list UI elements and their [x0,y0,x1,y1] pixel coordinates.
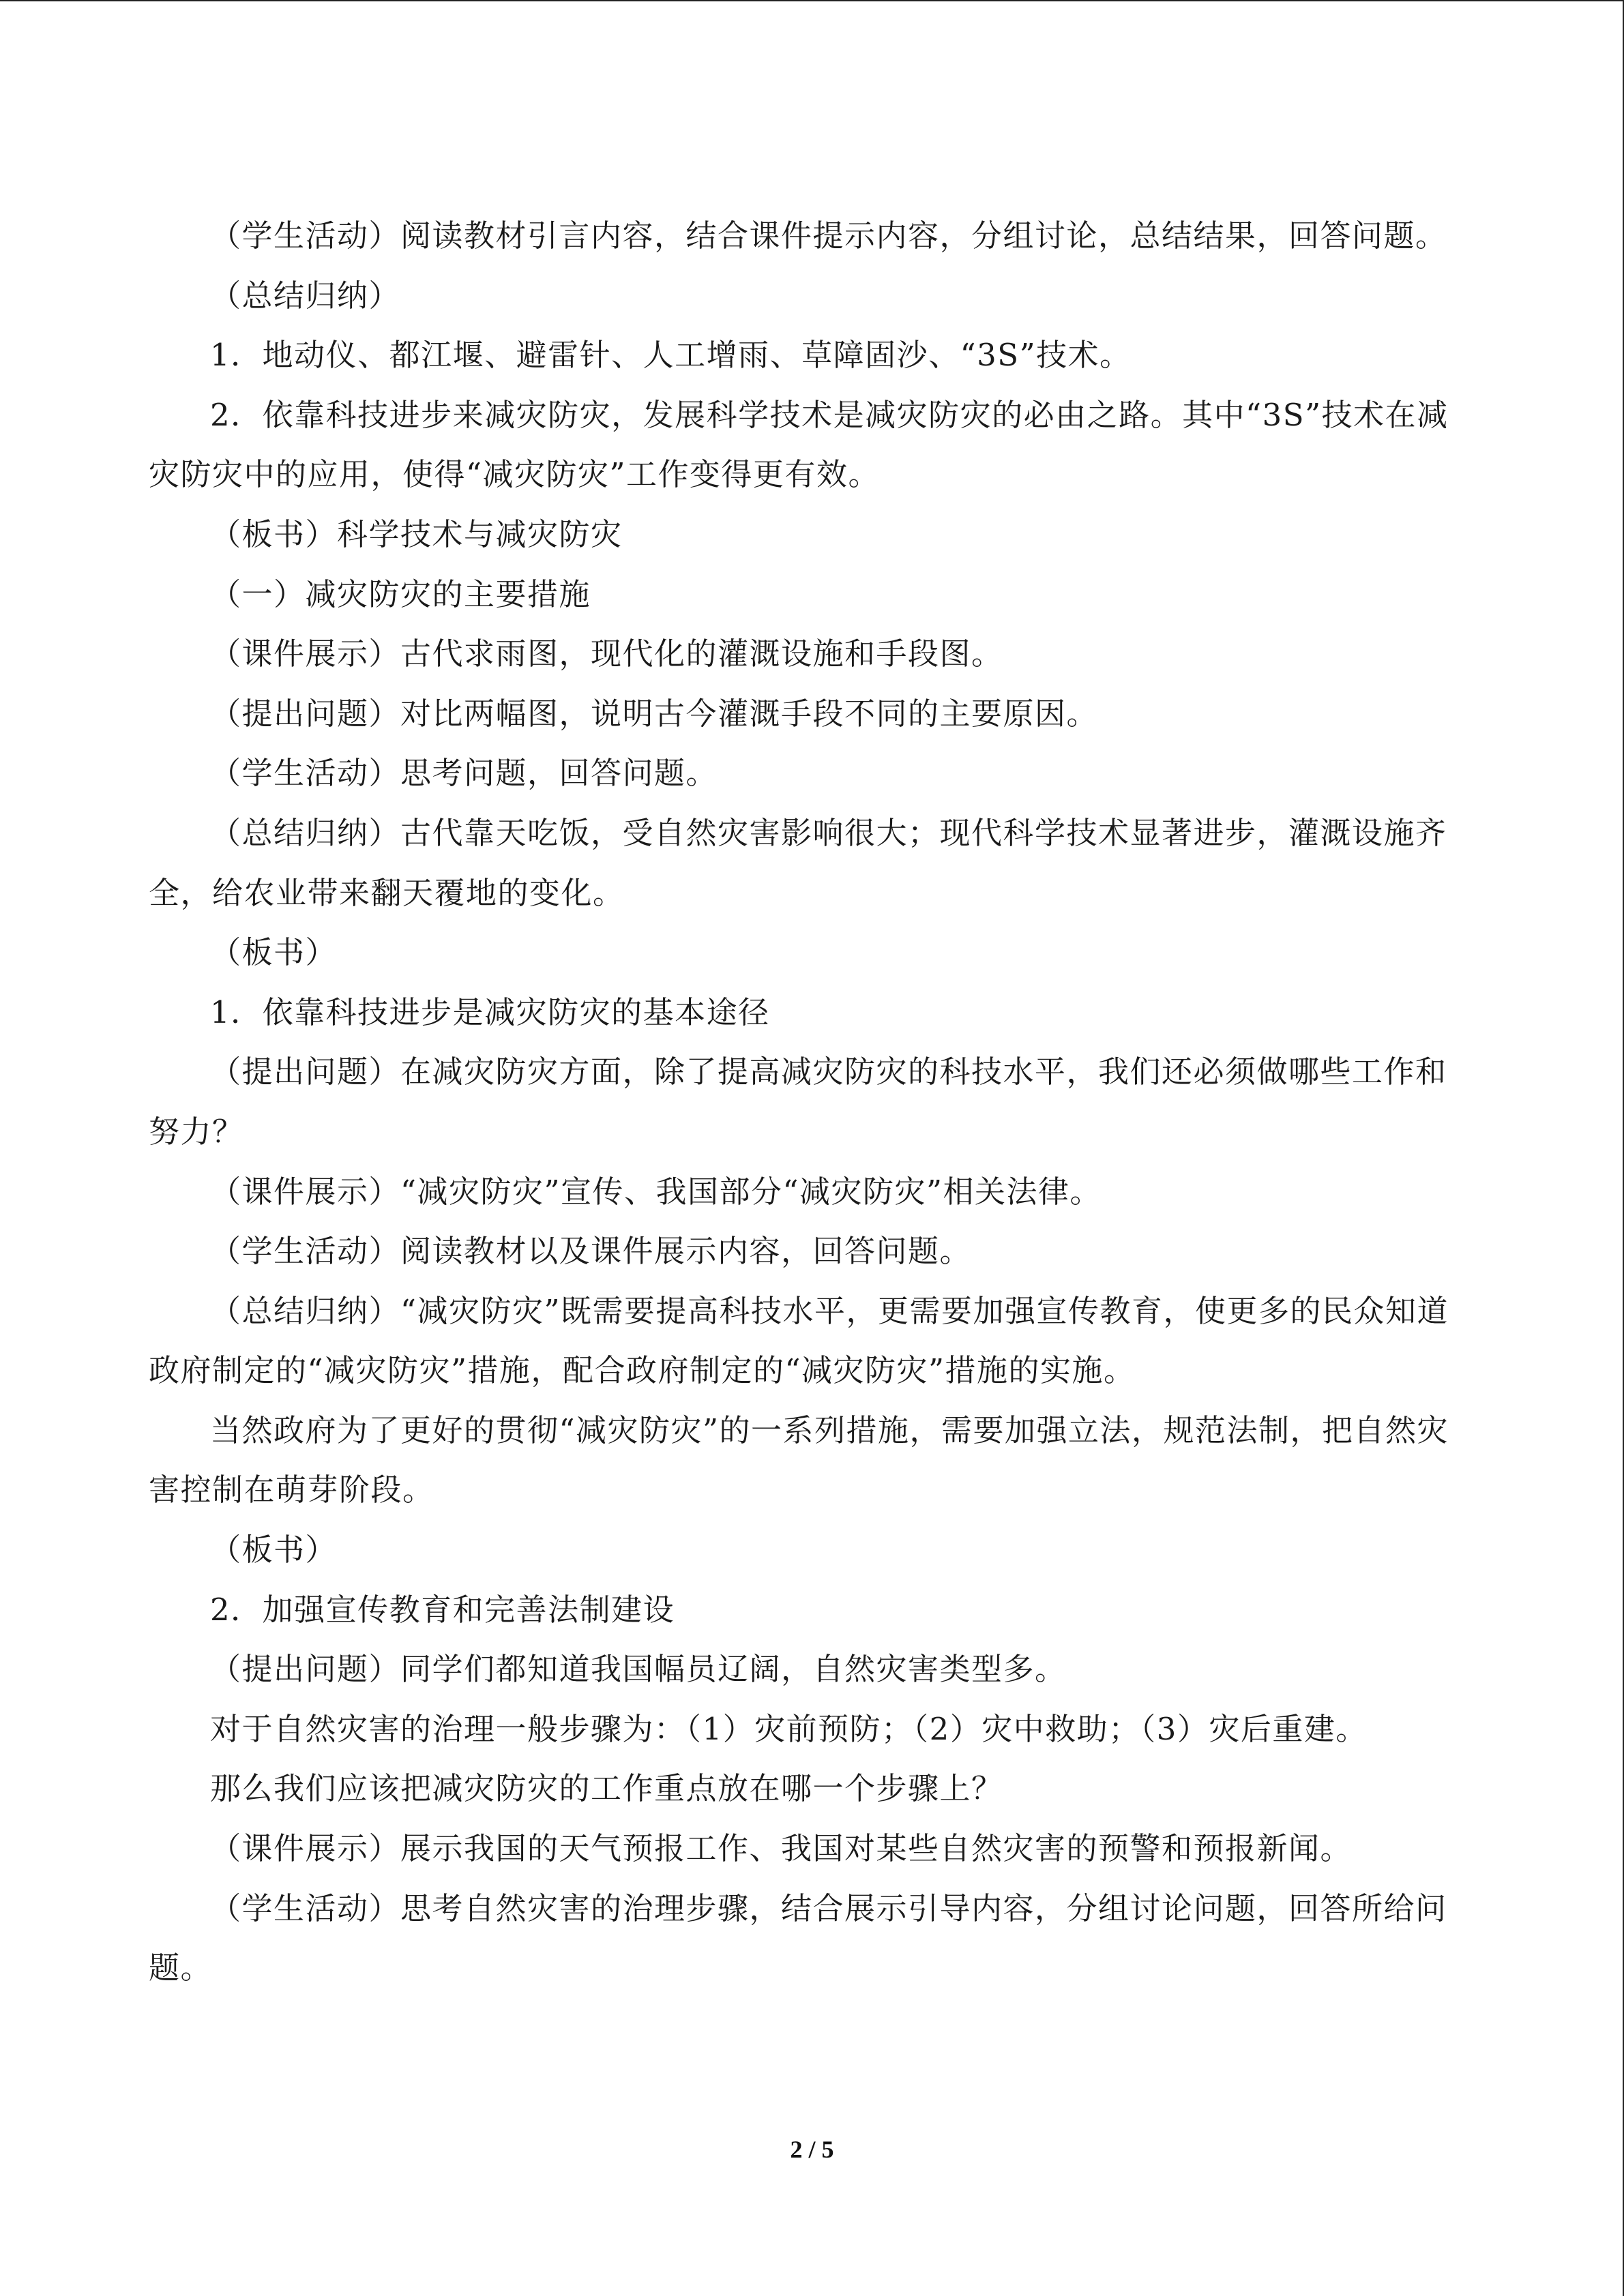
paragraph-board-title: （板书）科学技术与减灾防灾 [210,516,623,552]
paragraph-board-point-1: 1．依靠科技进步是减灾防灾的基本途径 [210,994,770,1030]
paragraph-legislation: 当然政府为了更好的贯彻“减灾防灾”的一系列措施，需要加强立法，规范法制，把自然灾害控制在萌芽阶段。 [149,1412,1449,1508]
paragraph-question-territory: （提出问题）同学们都知道我国幅员辽阔，自然灾害类型多。 [210,1651,1067,1688]
page-number: 2 / 5 [790,2136,834,2163]
paragraph-question-irrigation: （提出问题）对比两幅图，说明古今灌溉手段不同的主要原因。 [210,695,1099,732]
paragraph-courseware-irrigation: （课件展示）古代求雨图，现代化的灌溉设施和手段图。 [210,636,1003,672]
paragraph-governance-steps: 对于自然灾害的治理一般步骤为：（1）灾前预防；（2）灾中救助；（3）灾后重建。 [210,1710,1368,1747]
paragraph-board-point-2: 2．加强宣传教育和完善法制建设 [210,1591,675,1628]
paragraph-courseware-forecast: （课件展示）展示我国的天气预报工作、我国对某些自然灾害的预警和预报新闻。 [210,1830,1353,1867]
paragraph-summary-item-2: 2．依靠科技进步来减灾防灾，发展科学技术是减灾防灾的必由之路。其中“3S”技术在减灾防灾中的应用，使得“减灾防灾”工作变得更有效。 [149,396,1449,493]
paragraph-courseware-laws: （课件展示）“减灾防灾”宣传、我国部分“减灾防灾”相关法律。 [210,1173,1102,1210]
paragraph-student-activity-think: （学生活动）思考问题，回答问题。 [210,755,718,792]
document-body [149,206,1475,1998]
paragraph-summary-item-1: 1．地动仪、都江堰、避雷针、人工增雨、草障固沙、“3S”技术。 [210,337,1132,374]
paragraph-summary-education: （总结归纳）“减灾防灾”既需要提高科技水平，更需要加强宣传教育，使更多的民众知道政府制定的“减灾防灾”措施，配合政府制定的“减灾防灾”措施的实施。 [149,1292,1449,1389]
paragraph-board-heading-3: （板书） [210,1532,338,1568]
paragraph-board-heading-2: （板书） [210,934,338,971]
paragraph-student-activity-read: （学生活动）阅读教材以及课件展示内容，回答问题。 [210,1233,972,1270]
paragraph-student-activity-intro: （学生活动）阅读教材引言内容，结合课件提示内容，分组讨论，总结结果，回答问题。 [210,218,1447,254]
paragraph-student-activity-discuss: （学生活动）思考自然灾害的治理步骤，结合展示引导内容，分组讨论问题，回答所给问题。 [149,1890,1447,1986]
paragraph-question-effort: （提出问题）在减灾防灾方面，除了提高减灾防灾的科技水平，我们还必须做哪些工作和努力？ [149,1054,1447,1150]
paragraph-summary-heading-1: （总结归纳） [210,277,401,314]
paragraph-section-heading-1: （一）减灾防灾的主要措施 [210,576,591,612]
paragraph-focus-question: 那么我们应该把减灾防灾的工作重点放在哪一个步骤上？ [210,1770,1003,1807]
paragraph-summary-irrigation: （总结归纳）古代靠天吃饭，受自然灾害影响很大；现代科学技术显著进步，灌溉设施齐全，给农业带来翻天覆地的变化。 [149,814,1447,911]
